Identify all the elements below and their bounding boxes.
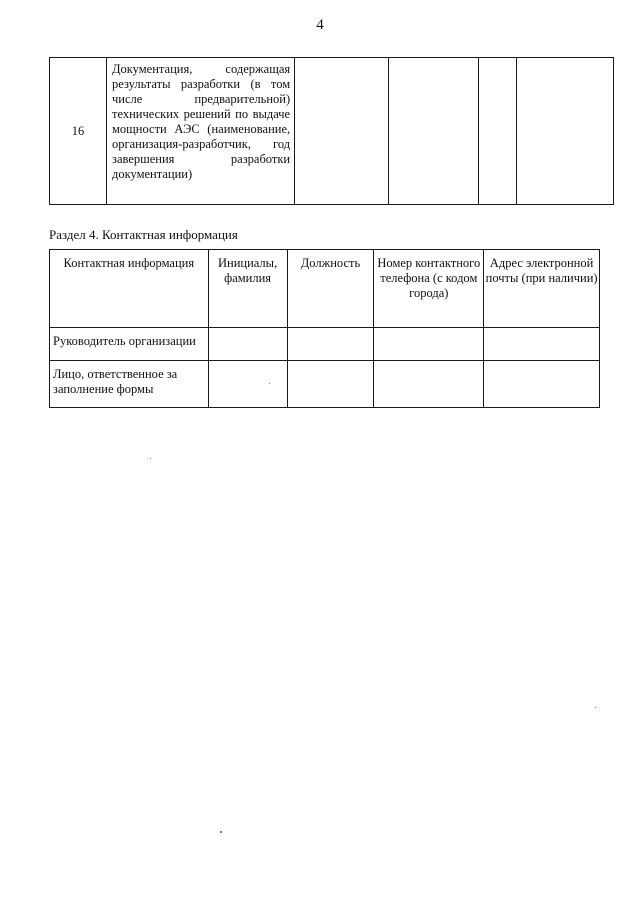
name-field[interactable] (208, 361, 287, 408)
table-row (50, 58, 614, 205)
row-label-head: Руководитель организации (50, 328, 209, 361)
resources-table-continued (49, 57, 614, 205)
header-name: Инициалы, фамилия (208, 250, 287, 328)
position-field[interactable] (287, 328, 374, 361)
scan-speck (269, 383, 270, 384)
table-row (50, 328, 600, 361)
page-number: 4 (316, 17, 324, 33)
header-position: Должность (287, 250, 374, 328)
row-description-cell: Документация, содержащая результаты разработки (в том числе предварительной) технических решений по выдаче мощности АЭС (наименование, организация-разработчик, год завершения разработки документации) (107, 58, 295, 205)
name-field[interactable] (208, 328, 287, 361)
section-title: Раздел 4. Контактная информация (49, 227, 238, 242)
scan-speck (595, 707, 596, 708)
position-field[interactable] (287, 361, 374, 408)
contact-info-table (49, 249, 600, 408)
empty-cell[interactable] (517, 58, 614, 205)
scan-speck (150, 458, 151, 459)
phone-field[interactable] (374, 328, 484, 361)
table-header-row (50, 250, 600, 328)
header-phone: Номер контактного телефона (с кодом города) (374, 250, 484, 328)
email-field[interactable] (484, 361, 600, 408)
row-number-cell: 16 (50, 58, 107, 205)
header-contact-info: Контактная информация (50, 250, 209, 328)
empty-cell[interactable] (295, 58, 389, 205)
empty-cell[interactable] (389, 58, 479, 205)
header-email: Адрес электронной почты (при наличии) (484, 250, 600, 328)
table-row (50, 361, 600, 408)
email-field[interactable] (484, 328, 600, 361)
phone-field[interactable] (374, 361, 484, 408)
scan-speck (220, 831, 222, 833)
row-label-responsible: Лицо, ответственное за заполнение формы (50, 361, 209, 408)
empty-cell[interactable] (478, 58, 516, 205)
